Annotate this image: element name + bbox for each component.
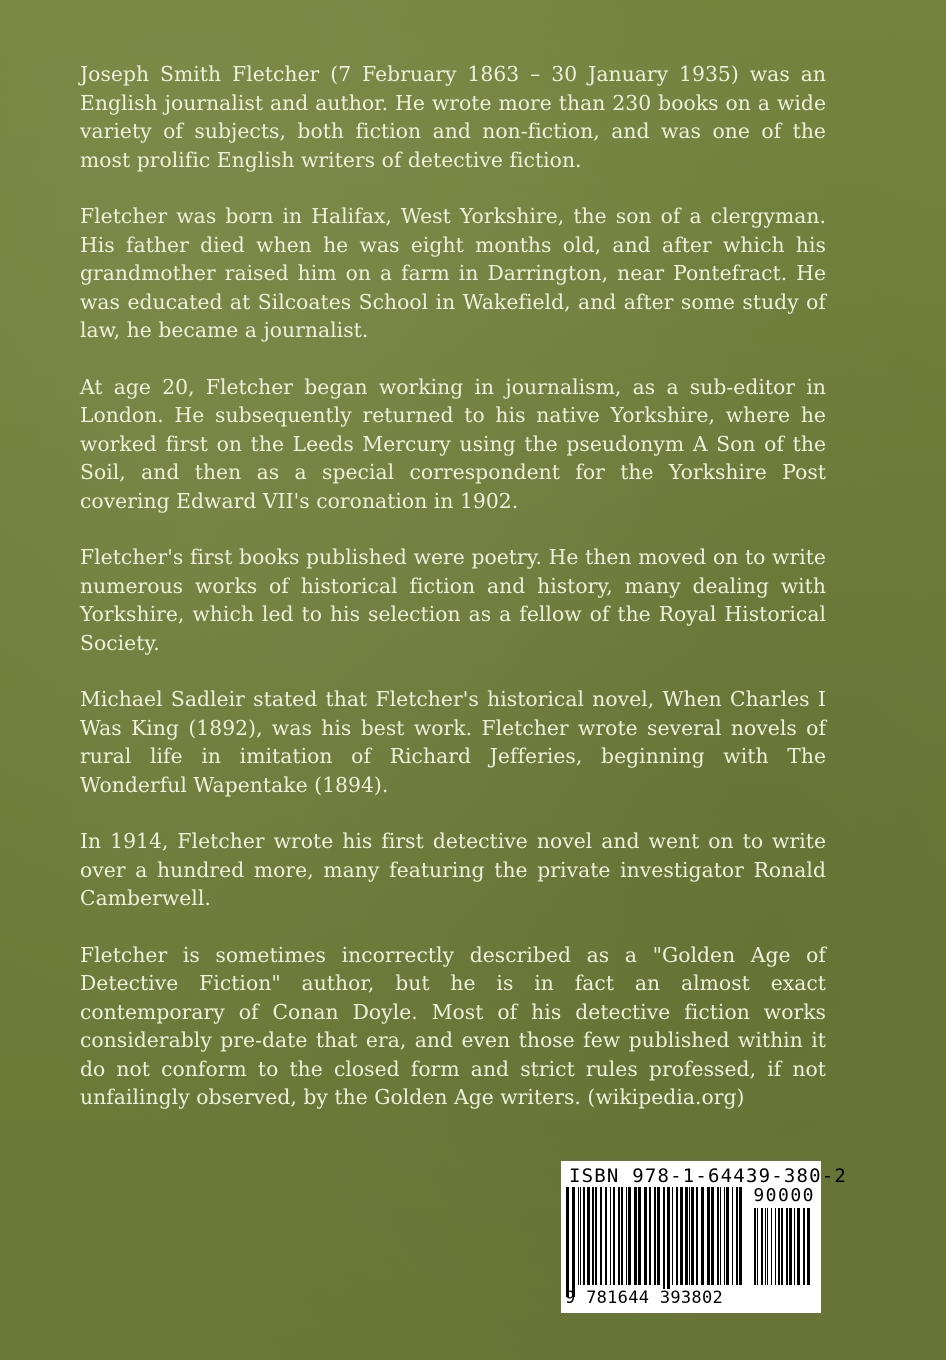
barcode-bar: [781, 1208, 783, 1285]
barcode-bar: [707, 1187, 710, 1285]
barcode-bar: [600, 1187, 602, 1285]
barcode-bar: [689, 1187, 690, 1285]
author-biography: [80, 60, 826, 1140]
barcode-bar: [739, 1187, 742, 1285]
barcode-bar: [634, 1187, 637, 1285]
barcode-bar: [592, 1187, 594, 1285]
barcode-bar: [644, 1187, 647, 1285]
barcode-bar: [572, 1187, 575, 1297]
barcode-bar: [566, 1187, 569, 1297]
barcode-bar: [797, 1208, 800, 1285]
bio-paragraph-2: Fletcher was born in Halifax, West Yorkshire, the son of a clergyman. His father died when he was eight months old, and after which his grandmother raised him on a farm in Darrington, near Pontefract. He was educated at Silcoates School in Wakefield, and after some study of law, he became a journalist.: [80, 204, 826, 342]
barcode-bar: [691, 1187, 694, 1285]
barcode-bar: [765, 1208, 766, 1285]
bio-paragraph-5: Michael Sadleir stated that Fletcher's historical novel, When Charles I Was King (1892), was his best work. Fletcher wrote several novels of rural life in imitation of Richard Jefferies, beginning with The Wonderful Wapentake (1894).: [80, 687, 826, 797]
price-code: 90000: [753, 1185, 815, 1206]
barcode-bar: [580, 1187, 581, 1285]
bio-paragraph-4: Fletcher's first books published were poetry. He then moved on to write numerous works of historical fiction and history, many dealing with Yorkshire, which led to his selection as a fellow of the Royal Historical Society.: [80, 545, 826, 655]
barcode-bar: [696, 1187, 698, 1285]
barcode-bar: [628, 1187, 631, 1285]
isbn-barcode: [561, 1161, 848, 1313]
ean-bars: [565, 1187, 745, 1297]
barcode-bar: [757, 1208, 758, 1285]
barcode-bar: [654, 1187, 656, 1285]
barcode-bar: [724, 1187, 725, 1285]
barcode-bar: [672, 1187, 673, 1285]
barcode-bar: [717, 1187, 719, 1285]
barcode-bar: [649, 1187, 651, 1285]
barcode-bar: [789, 1208, 792, 1285]
barcode-bar: [726, 1187, 729, 1285]
barcode-bar: [786, 1208, 788, 1285]
barcode-bar: [754, 1208, 756, 1285]
barcode-bar: [736, 1187, 738, 1285]
barcode-bar: [610, 1187, 611, 1285]
barcode-bar: [767, 1208, 768, 1285]
barcode-bar: [711, 1187, 714, 1285]
barcode-bar: [732, 1187, 733, 1285]
barcode-bar: [667, 1187, 670, 1297]
barcode-bar: [794, 1208, 795, 1285]
barcode-bar: [613, 1187, 615, 1285]
barcode-digits: 9 781644 393802: [565, 1288, 724, 1308]
barcode-bar: [583, 1187, 585, 1285]
barcode-bar: [775, 1208, 776, 1285]
bio-paragraph-6: In 1914, Fletcher wrote his first detective novel and went on to write over a hundred more, many featuring the private investigator Ronald Camberwell.: [80, 829, 826, 910]
barcode-bar: [578, 1187, 579, 1285]
barcode-bar: [587, 1187, 590, 1285]
barcode-bar: [720, 1187, 721, 1285]
barcode-bar: [663, 1187, 665, 1297]
barcode-bar: [761, 1208, 763, 1285]
barcode-bar: [626, 1187, 627, 1285]
barcode-bar: [621, 1187, 623, 1285]
barcode-bar: [807, 1208, 810, 1285]
barcode-bar: [771, 1208, 772, 1285]
barcode-bar: [778, 1208, 780, 1285]
barcode-bar: [638, 1187, 641, 1285]
barcode-bar: [618, 1187, 620, 1285]
bio-paragraph-7: Fletcher is sometimes incorrectly described as a "Golden Age of Detective Fiction" author, but he is in fact an almost exact contemporary of Conan Doyle. Most of his detective fiction works considerably pre-date that era, and even those few published within it do not conform to the closed form and strict rules professed, if not unfailingly observed, by the Golden Age writers. (wikipedia.org): [80, 942, 826, 1109]
barcode-bar: [676, 1187, 678, 1285]
barcode-bar: [595, 1187, 597, 1285]
barcode-bar: [605, 1187, 607, 1285]
bio-paragraph-1: Joseph Smith Fletcher (7 February 1863 – 30 January 1935) was an English journalist and author. He wrote more than 230 books on a wide variety of subjects, both fiction and non-fiction, and was one of the most prolific English writers of detective fiction.: [80, 62, 826, 172]
addon-bars: [753, 1208, 815, 1297]
bio-paragraph-3: At age 20, Fletcher began working in journalism, as a sub-editor in London. He subsequently returned to his native Yorkshire, where he worked first on the Leeds Mercury using the pseudonym A Son of the Soil, and then as a special correspondent for the Yorkshire Post covering Edward VII's coronation in 1902.: [80, 374, 826, 513]
barcode-bar: [803, 1208, 805, 1285]
barcode-bar: [701, 1187, 704, 1285]
barcode-bar: [685, 1187, 688, 1285]
isbn-label: ISBN 978-1-64439-380-2: [569, 1165, 848, 1187]
barcode-bar: [680, 1187, 683, 1285]
barcode-bar: [657, 1187, 660, 1285]
